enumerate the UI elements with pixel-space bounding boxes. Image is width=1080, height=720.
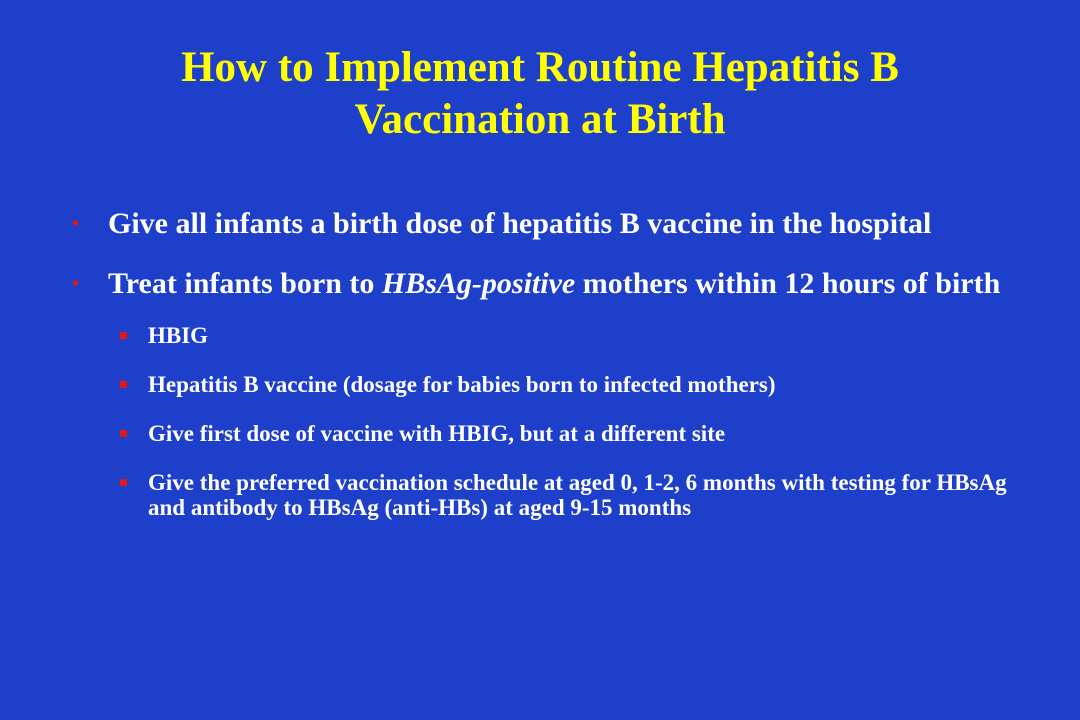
square-bullet-icon [120,332,127,339]
bullet-text-emphasis: HBsAg-positive [381,267,576,300]
square-bullet-icon [120,381,127,388]
bullet-text-before: Treat infants born to [108,267,382,300]
bullet-item-treat-infants [72,265,1032,520]
bullet-list [72,205,1032,520]
bullet-text-after: mothers within 12 hours of birth [575,267,1001,300]
slide-title-line-2: Vaccination at Birth [354,96,726,143]
square-bullet-icon [120,430,127,437]
sub-bullet-text: HBIG [148,323,209,348]
sub-bullet-text: Hepatitis B vaccine (dosage for babies born to infected mothers) [148,372,776,397]
sub-bullet-first-dose [108,421,1032,446]
bullet-text: Give all infants a birth dose of hepatitis B vaccine in the hospital [108,207,932,240]
sub-bullet-vaccine-dosage [108,372,1032,397]
slide-title [40,42,1040,146]
bullet-dot-icon: • [72,213,80,235]
sub-bullet-schedule [108,470,1032,520]
slide-title-line-1: How to Implement Routine Hepatitis B [181,44,899,91]
sub-bullet-text: Give the preferred vaccination schedule at aged 0, 1-2, 6 months with testing for HBsAg and antibody to HBsAg (anti-HBs) at aged 9-15 months [148,470,1007,520]
bullet-item-birth-dose [72,205,1032,243]
sub-bullet-hbig [108,323,1032,348]
bullet-dot-icon: • [72,273,80,295]
sub-bullet-text: Give first dose of vaccine with HBIG, but at a different site [148,421,726,446]
sub-bullet-list [108,323,1032,520]
square-bullet-icon [120,479,127,486]
